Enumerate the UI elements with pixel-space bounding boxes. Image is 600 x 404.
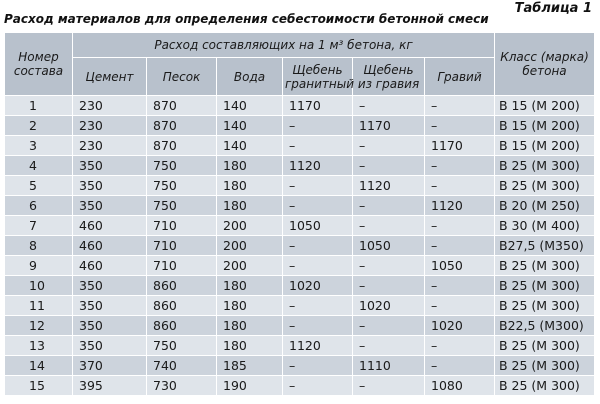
- cell-number: 8: [5, 236, 73, 256]
- cell-concrete-class: B22,5 (M300): [495, 316, 595, 336]
- cell-number: 14: [5, 356, 73, 376]
- cell-sand: 860: [147, 316, 217, 336]
- cell-sand: 750: [147, 196, 217, 216]
- cell-sand: 860: [147, 276, 217, 296]
- table-row: [5, 376, 595, 396]
- header-number: Номер состава: [5, 33, 73, 96]
- cell-sand: 750: [147, 336, 217, 356]
- cell-sand: 860: [147, 296, 217, 316]
- cell-sand: 730: [147, 376, 217, 396]
- cell-gravel: –: [425, 336, 495, 356]
- cell-gravel-crushed: –: [353, 276, 425, 296]
- cell-number: 7: [5, 216, 73, 236]
- cell-gravel-crushed: 1120: [353, 176, 425, 196]
- cell-concrete-class: B 30 (M 400): [495, 216, 595, 236]
- cell-cement: 370: [73, 356, 147, 376]
- table-row: [5, 336, 595, 356]
- cell-gravel: 1080: [425, 376, 495, 396]
- cell-gravel: –: [425, 236, 495, 256]
- header-concrete-class: Класс (марка) бетона: [495, 33, 595, 96]
- cell-gravel: –: [425, 176, 495, 196]
- cell-water: 185: [217, 356, 283, 376]
- cell-number: 10: [5, 276, 73, 296]
- cell-cement: 350: [73, 296, 147, 316]
- cell-water: 180: [217, 296, 283, 316]
- cell-concrete-class: B 25 (M 300): [495, 156, 595, 176]
- header-gravel: Гравий: [425, 58, 495, 96]
- cell-water: 140: [217, 136, 283, 156]
- cell-sand: 750: [147, 176, 217, 196]
- cell-granite: 1120: [283, 156, 353, 176]
- cell-number: 12: [5, 316, 73, 336]
- cell-gravel-crushed: –: [353, 216, 425, 236]
- cell-gravel: –: [425, 276, 495, 296]
- cell-water: 140: [217, 116, 283, 136]
- cell-cement: 460: [73, 236, 147, 256]
- cell-granite: –: [283, 356, 353, 376]
- cell-cement: 350: [73, 176, 147, 196]
- cell-water: 200: [217, 256, 283, 276]
- cell-granite: –: [283, 296, 353, 316]
- cell-granite: 1120: [283, 336, 353, 356]
- header-water: Вода: [217, 58, 283, 96]
- cell-gravel: 1120: [425, 196, 495, 216]
- cell-gravel-crushed: –: [353, 136, 425, 156]
- cell-gravel: –: [425, 356, 495, 376]
- cell-gravel-crushed: 1170: [353, 116, 425, 136]
- cell-number: 3: [5, 136, 73, 156]
- cell-gravel: –: [425, 96, 495, 116]
- table-row: [5, 236, 595, 256]
- cell-gravel-crushed: –: [353, 316, 425, 336]
- cell-number: 4: [5, 156, 73, 176]
- cell-number: 6: [5, 196, 73, 216]
- cell-cement: 350: [73, 156, 147, 176]
- cell-granite: –: [283, 136, 353, 156]
- cell-granite: –: [283, 116, 353, 136]
- table-row: [5, 136, 595, 156]
- table-row: [5, 296, 595, 316]
- cell-number: 1: [5, 96, 73, 116]
- cell-concrete-class: B 25 (M 300): [495, 256, 595, 276]
- cell-concrete-class: B 25 (M 300): [495, 336, 595, 356]
- cell-gravel-crushed: –: [353, 336, 425, 356]
- header-gravel-crushed-stone: Щебень из гравия: [353, 58, 425, 96]
- cell-gravel: 1020: [425, 316, 495, 336]
- cell-sand: 870: [147, 96, 217, 116]
- cell-cement: 350: [73, 336, 147, 356]
- cell-gravel-crushed: –: [353, 376, 425, 396]
- materials-table-container: [4, 32, 594, 396]
- cell-number: 9: [5, 256, 73, 276]
- cell-granite: –: [283, 236, 353, 256]
- cell-water: 200: [217, 236, 283, 256]
- cell-concrete-class: B 25 (M 300): [495, 296, 595, 316]
- cell-granite: –: [283, 256, 353, 276]
- cell-number: 13: [5, 336, 73, 356]
- materials-table: [4, 32, 595, 396]
- cell-water: 180: [217, 336, 283, 356]
- cell-granite: 1050: [283, 216, 353, 236]
- cell-concrete-class: B 15 (M 200): [495, 96, 595, 116]
- cell-gravel: 1170: [425, 136, 495, 156]
- cell-sand: 870: [147, 136, 217, 156]
- cell-water: 190: [217, 376, 283, 396]
- cell-granite: –: [283, 196, 353, 216]
- cell-water: 140: [217, 96, 283, 116]
- cell-water: 200: [217, 216, 283, 236]
- cell-gravel: –: [425, 156, 495, 176]
- cell-gravel-crushed: –: [353, 156, 425, 176]
- cell-concrete-class: B 15 (M 200): [495, 116, 595, 136]
- table-row: [5, 116, 595, 136]
- cell-sand: 740: [147, 356, 217, 376]
- table-number-label: Таблица 1: [514, 1, 592, 16]
- cell-sand: 750: [147, 156, 217, 176]
- cell-cement: 350: [73, 276, 147, 296]
- table-row: [5, 156, 595, 176]
- cell-gravel: –: [425, 216, 495, 236]
- cell-number: 15: [5, 376, 73, 396]
- cell-gravel: –: [425, 296, 495, 316]
- cell-water: 180: [217, 176, 283, 196]
- cell-water: 180: [217, 316, 283, 336]
- cell-sand: 710: [147, 216, 217, 236]
- header-sand: Песок: [147, 58, 217, 96]
- table-row: [5, 216, 595, 236]
- cell-number: 11: [5, 296, 73, 316]
- table-body: [5, 96, 595, 396]
- table-title: Расход материалов для определения себестоимости бетонной смеси: [4, 12, 489, 26]
- cell-sand: 870: [147, 116, 217, 136]
- cell-water: 180: [217, 156, 283, 176]
- cell-gravel: –: [425, 116, 495, 136]
- cell-concrete-class: B 25 (M 300): [495, 356, 595, 376]
- header-granite-crushed-stone: Щебень гранитный: [283, 58, 353, 96]
- cell-concrete-class: B 25 (M 300): [495, 176, 595, 196]
- cell-gravel-crushed: 1050: [353, 236, 425, 256]
- cell-granite: 1170: [283, 96, 353, 116]
- cell-water: 180: [217, 276, 283, 296]
- cell-gravel-crushed: –: [353, 96, 425, 116]
- cell-concrete-class: B27,5 (M350): [495, 236, 595, 256]
- cell-granite: –: [283, 176, 353, 196]
- cell-gravel: 1050: [425, 256, 495, 276]
- cell-gravel-crushed: 1020: [353, 296, 425, 316]
- cell-concrete-class: B 15 (M 200): [495, 136, 595, 156]
- table-row: [5, 276, 595, 296]
- cell-granite: 1020: [283, 276, 353, 296]
- cell-granite: –: [283, 316, 353, 336]
- cell-concrete-class: B 20 (M 250): [495, 196, 595, 216]
- cell-gravel-crushed: 1110: [353, 356, 425, 376]
- cell-gravel-crushed: –: [353, 256, 425, 276]
- cell-cement: 395: [73, 376, 147, 396]
- cell-cement: 460: [73, 256, 147, 276]
- table-row: [5, 316, 595, 336]
- cell-concrete-class: B 25 (M 300): [495, 276, 595, 296]
- cell-gravel-crushed: –: [353, 196, 425, 216]
- table-row: [5, 356, 595, 376]
- cell-number: 2: [5, 116, 73, 136]
- header-consumption-group: Расход составляющих на 1 м³ бетона, кг: [73, 33, 495, 58]
- cell-number: 5: [5, 176, 73, 196]
- table-row: [5, 176, 595, 196]
- table-row: [5, 256, 595, 276]
- cell-cement: 230: [73, 136, 147, 156]
- cell-concrete-class: B 25 (M 300): [495, 376, 595, 396]
- cell-cement: 350: [73, 316, 147, 336]
- cell-cement: 230: [73, 96, 147, 116]
- cell-water: 180: [217, 196, 283, 216]
- cell-granite: –: [283, 376, 353, 396]
- cell-cement: 350: [73, 196, 147, 216]
- cell-sand: 710: [147, 256, 217, 276]
- table-row: [5, 96, 595, 116]
- cell-sand: 710: [147, 236, 217, 256]
- cell-cement: 230: [73, 116, 147, 136]
- cell-cement: 460: [73, 216, 147, 236]
- header-cement: Цемент: [73, 58, 147, 96]
- table-row: [5, 196, 595, 216]
